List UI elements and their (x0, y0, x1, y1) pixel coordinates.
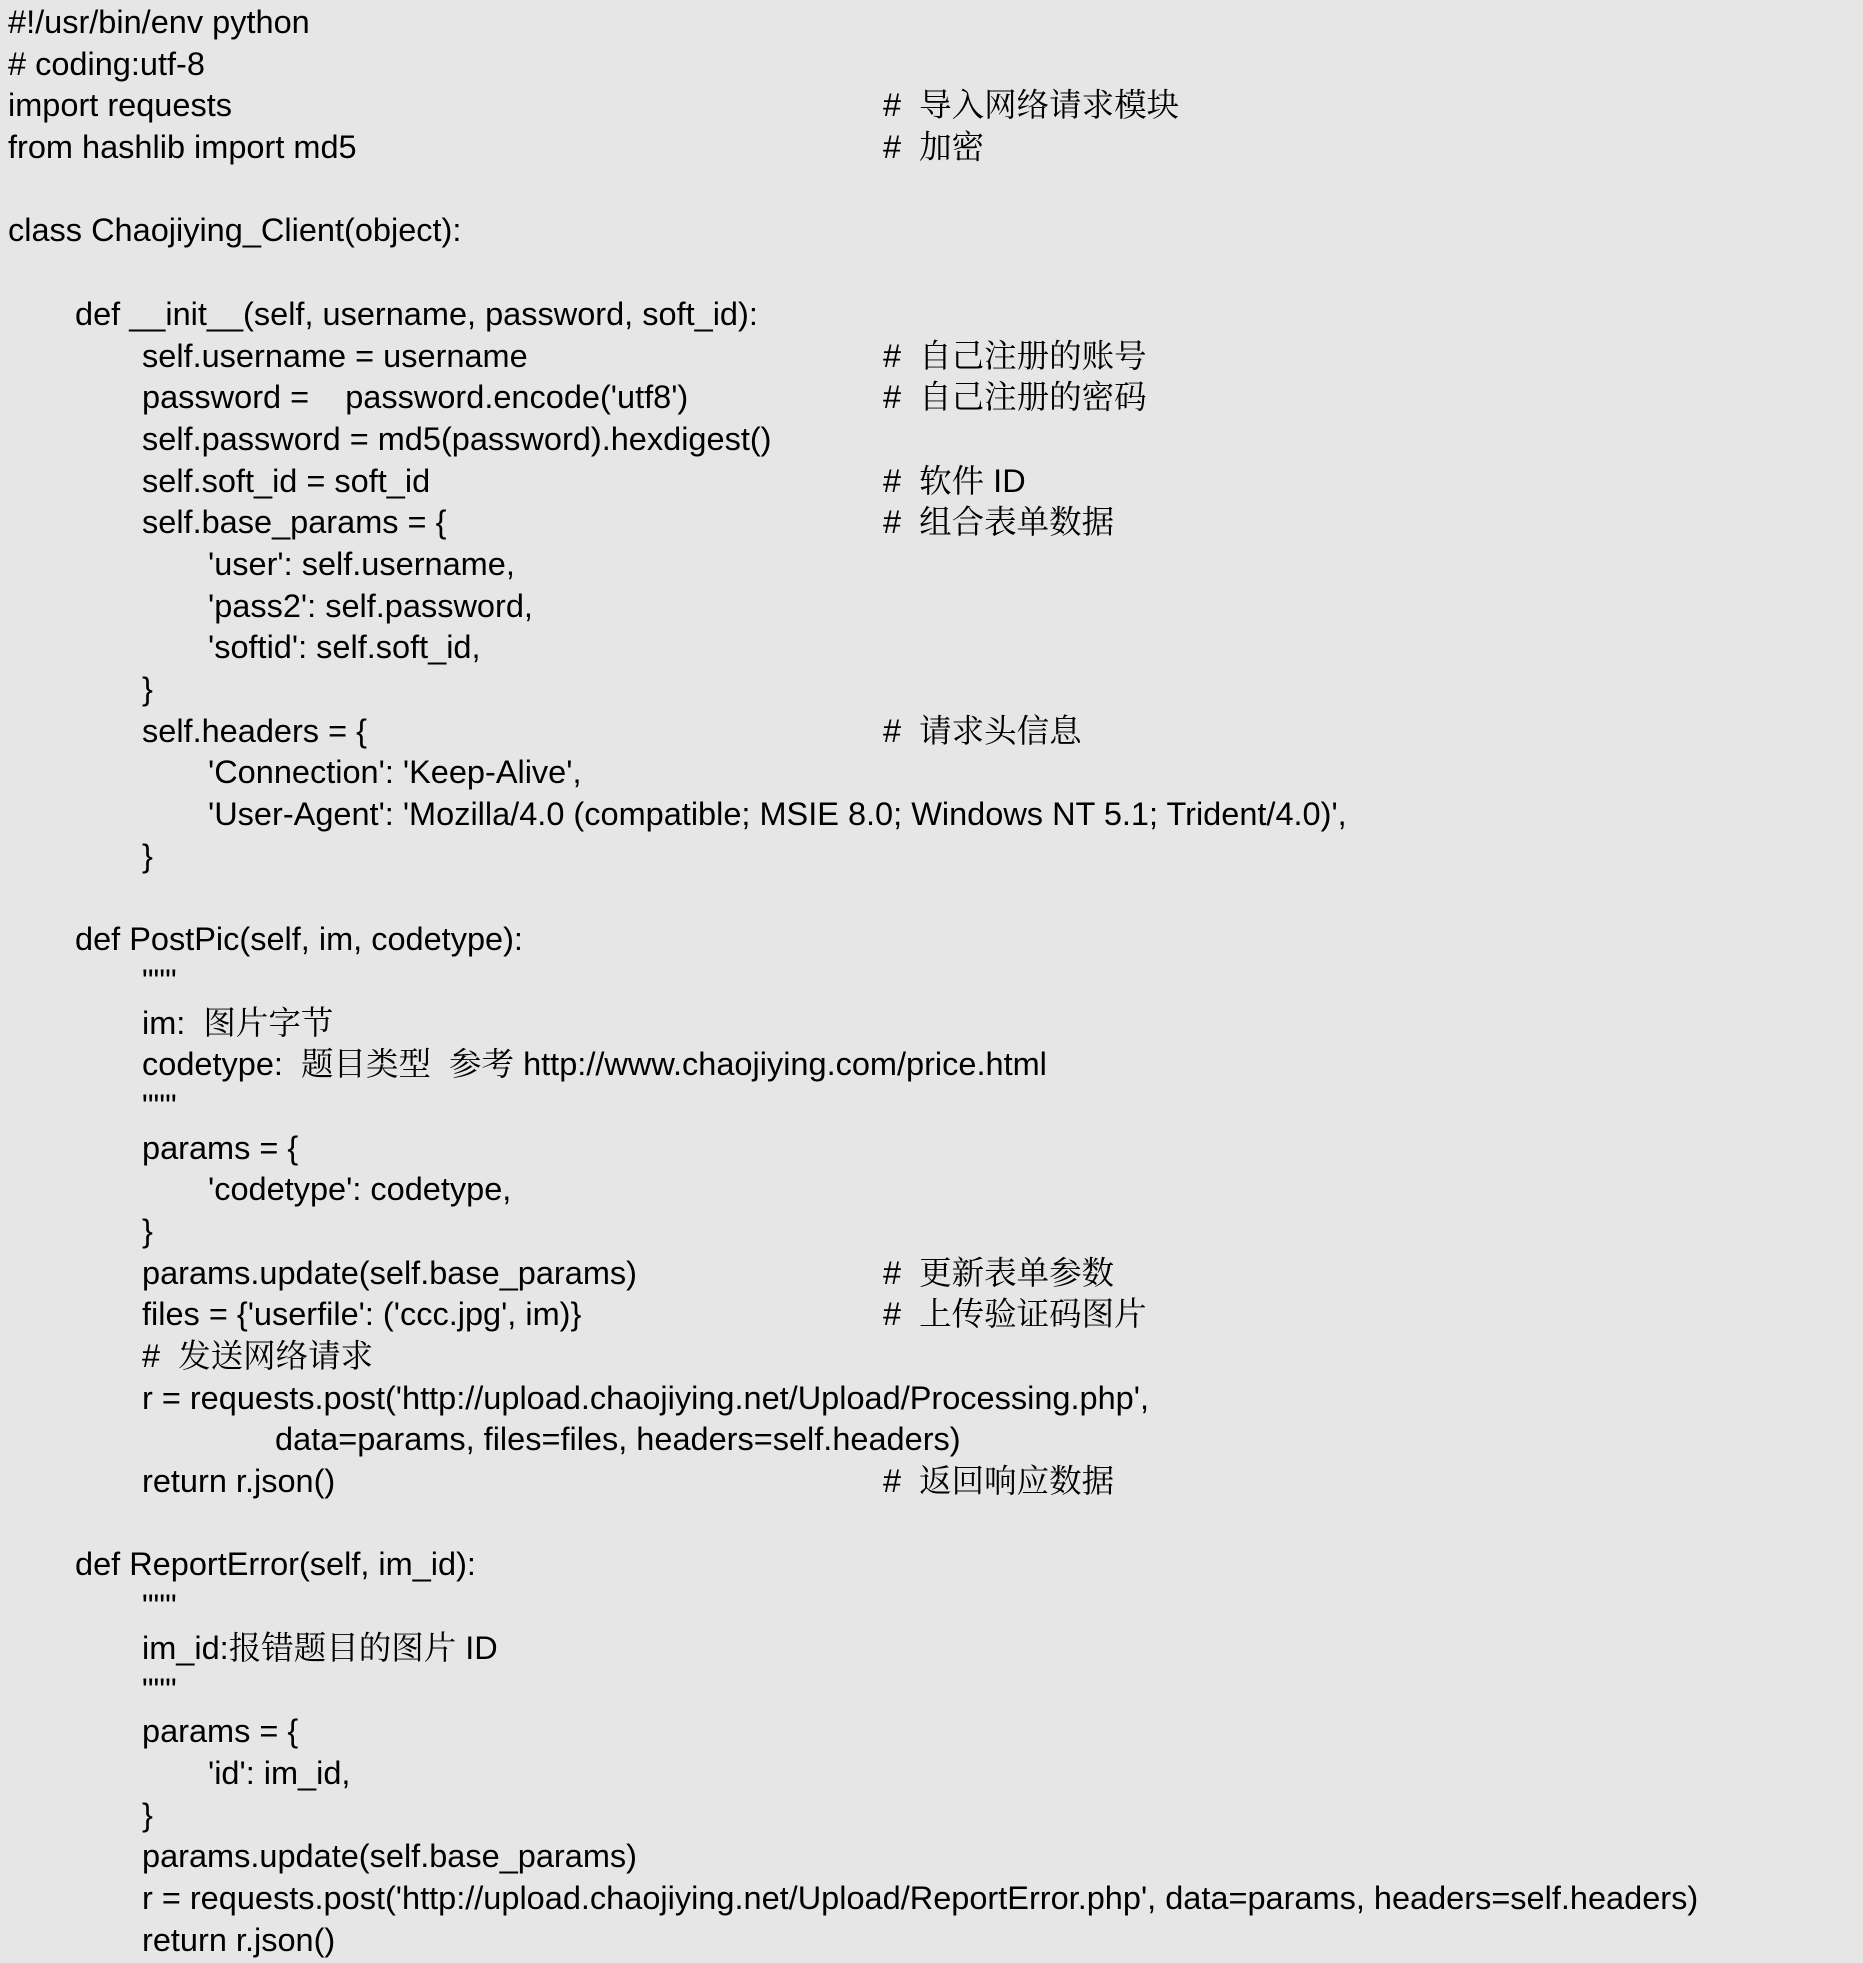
code-line (8, 669, 1863, 711)
code-text: self.username = username (142, 337, 528, 374)
code-text: params = { (142, 1713, 299, 1750)
code-text: r = requests.post('http://upload.chaojiying.net/Upload/Processing.php', (142, 1379, 1149, 1416)
code-text: files = {'userfile': ('ccc.jpg', im)} (142, 1296, 582, 1333)
code-text: im: 图片字节 (142, 1004, 334, 1041)
code-text: """ (142, 1588, 177, 1625)
code-text: import requests (8, 87, 232, 124)
code-text: password = password.encode('utf8') (142, 379, 689, 416)
code-line (8, 85, 1863, 127)
code-line (8, 961, 1863, 1003)
code-line (8, 711, 1863, 753)
code-comment: # 加密 (883, 129, 985, 166)
code-line (8, 1544, 1863, 1586)
code-text: from hashlib import md5 (8, 129, 357, 166)
code-line (8, 586, 1863, 628)
code-comment: # 上传验证码图片 (883, 1296, 1147, 1333)
code-text: 'id': im_id, (208, 1754, 351, 1791)
code-line (8, 336, 1863, 378)
code-line (8, 169, 1863, 211)
code-line (8, 1670, 1863, 1712)
code-line (8, 1086, 1863, 1128)
code-line (8, 210, 1863, 252)
code-comment: # 软件 ID (883, 462, 1026, 499)
code-text: """ (142, 1087, 177, 1124)
code-line (8, 1044, 1863, 1086)
code-text: codetype: 题目类型 参考 http://www.chaojiying.com/price.html (142, 1046, 1047, 1083)
code-comment: # 返回响应数据 (883, 1463, 1115, 1500)
code-line (8, 1753, 1863, 1795)
code-text: r = requests.post('http://upload.chaojiying.net/Upload/ReportError.php', data=params, headers=self.headers) (142, 1879, 1699, 1916)
code-line (8, 127, 1863, 169)
code-text: 'Connection': 'Keep-Alive', (208, 754, 582, 791)
code-line (8, 544, 1863, 586)
code-line (8, 1836, 1863, 1878)
code-text: return r.json() (142, 1921, 336, 1958)
code-line (8, 794, 1863, 836)
code-text: params.update(self.base_params) (142, 1838, 637, 1875)
code-line (8, 1419, 1863, 1461)
code-line (8, 1586, 1863, 1628)
code-line (8, 1211, 1863, 1253)
code-line (8, 2, 1863, 44)
code-line (8, 1711, 1863, 1753)
code-line (8, 1336, 1863, 1378)
code-text: # coding:utf-8 (8, 45, 205, 82)
code-line (8, 252, 1863, 294)
code-text: def PostPic(self, im, codetype): (75, 921, 523, 958)
code-line (8, 1795, 1863, 1837)
code-text: def ReportError(self, im_id): (75, 1546, 476, 1583)
code-comment: # 更新表单参数 (883, 1254, 1115, 1291)
code-comment: # 请求头信息 (883, 712, 1082, 749)
code-line (8, 294, 1863, 336)
code-line (8, 1503, 1863, 1545)
code-text: self.soft_id = soft_id (142, 462, 431, 499)
code-text: return r.json() (142, 1463, 336, 1500)
code-comment: # 导入网络请求模块 (883, 87, 1180, 124)
code-text: im_id:报错题目的图片 ID (142, 1629, 498, 1666)
code-text: """ (142, 962, 177, 999)
code-line (8, 877, 1863, 919)
code-text: """ (142, 1671, 177, 1708)
code-line (8, 44, 1863, 86)
code-line (8, 461, 1863, 503)
code-text: } (142, 1212, 153, 1249)
code-text: 'softid': self.soft_id, (208, 629, 481, 666)
code-line (8, 1461, 1863, 1503)
code-text: self.password = md5(password).hexdigest() (142, 420, 772, 457)
code-text: class Chaojiying_Client(object): (8, 212, 462, 249)
code-text: 'pass2': self.password, (208, 587, 533, 624)
code-line (8, 1628, 1863, 1670)
code-text: 'User-Agent': 'Mozilla/4.0 (compatible; MSIE 8.0; Windows NT 5.1; Trident/4.0)', (208, 796, 1347, 833)
code-text: # 发送网络请求 (142, 1338, 374, 1374)
code-line (8, 836, 1863, 878)
code-line (8, 1003, 1863, 1045)
code-text: } (142, 671, 153, 707)
code-line (8, 752, 1863, 794)
code-line (8, 1128, 1863, 1170)
code-line (8, 627, 1863, 669)
code-line (8, 377, 1863, 419)
code-text: 'user': self.username, (208, 545, 515, 582)
code-text: params.update(self.base_params) (142, 1254, 637, 1291)
code-line (8, 1169, 1863, 1211)
code-text: } (142, 837, 153, 874)
code-text: 'codetype': codetype, (208, 1171, 512, 1208)
code-text: params = { (142, 1129, 299, 1166)
code-comment: # 自己注册的账号 (883, 337, 1147, 374)
code-text: self.headers = { (142, 712, 367, 749)
code-line (8, 1253, 1863, 1295)
code-text: self.base_params = { (142, 504, 447, 541)
code-line (8, 1878, 1863, 1920)
code-comment: # 组合表单数据 (883, 504, 1115, 541)
code-line (8, 1920, 1863, 1962)
code-comment: # 自己注册的密码 (883, 379, 1147, 416)
code-line (8, 502, 1863, 544)
code-text: } (142, 1796, 153, 1833)
code-line (8, 1378, 1863, 1420)
code-text: #!/usr/bin/env python (8, 4, 310, 40)
code-text: data=params, files=files, headers=self.headers) (275, 1421, 961, 1458)
code-text: def __init__(self, username, password, soft_id): (75, 295, 758, 332)
code-line (8, 1294, 1863, 1336)
code-line (8, 919, 1863, 961)
code-line (8, 419, 1863, 461)
